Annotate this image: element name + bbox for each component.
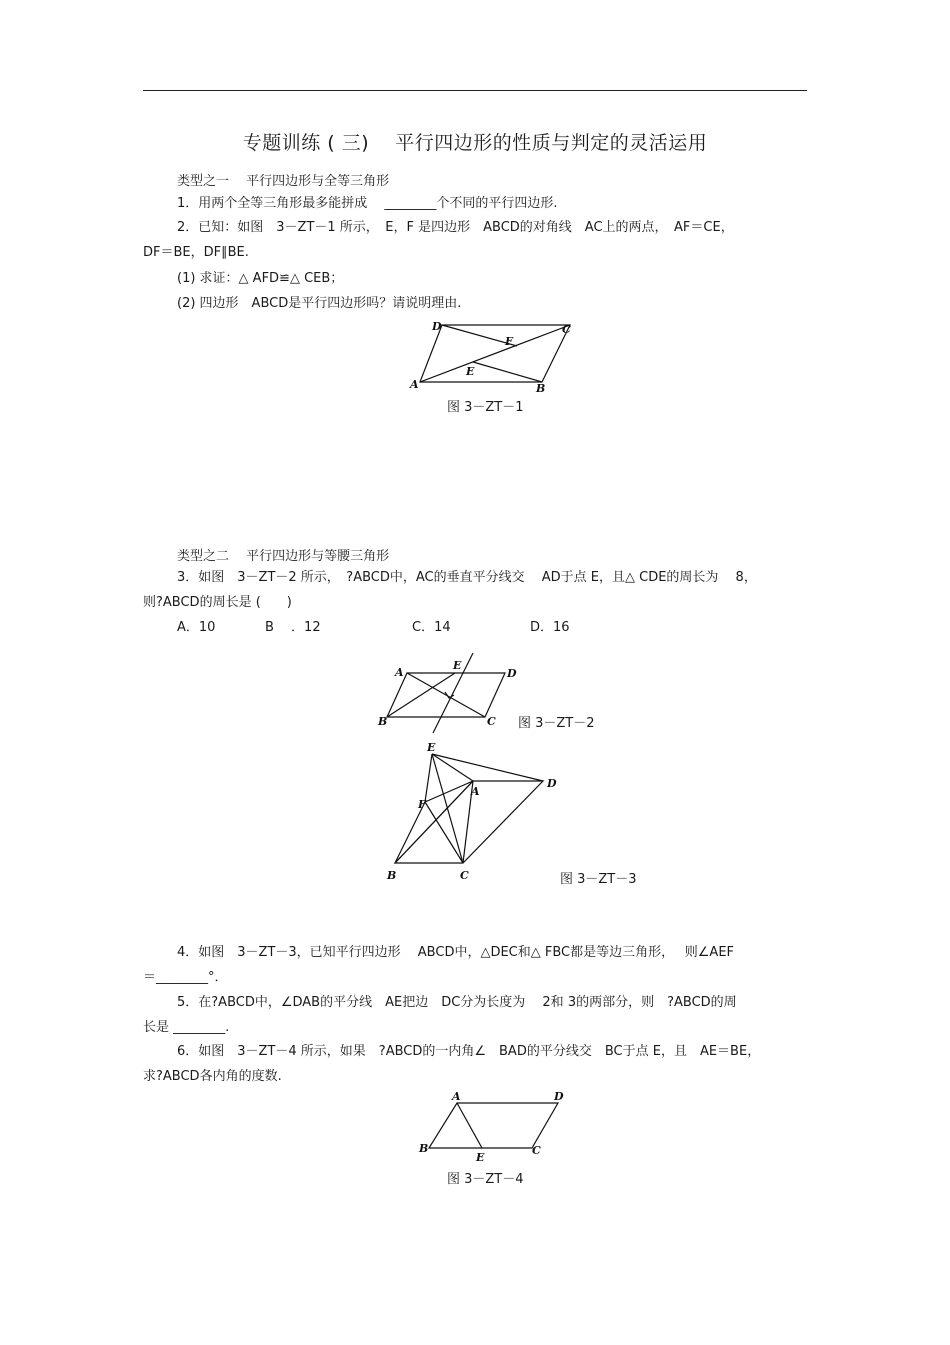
fig2-label-a: A [395, 666, 404, 679]
question-5-line-1: 5．在?ABCD中，∠DAB的平分线 AE把边 DC分为长度为 2和 3的两部分，则 ?ABCD的周 [177, 995, 737, 1010]
fig4-label-d: D [554, 1090, 564, 1103]
question-6-line-1: 6．如图 3－ZT－4 所示，如果 ?ABCD的一内角∠ BAD的平分线交 BC于点 E，且 AE＝BE， [177, 1044, 761, 1059]
question-3-option-a: A．10 [177, 620, 216, 635]
fig2-label-c: C [487, 715, 496, 728]
fig1-label-c: C [562, 323, 571, 336]
fig4-bisector-ae [457, 1103, 482, 1148]
question-3-line-1: 3．如图 3－ZT－2 所示， ?ABCD中，AC的垂直平分线交 AD于点 E，且△ CDE的周长为 8， [177, 570, 757, 585]
fig4-label-b: B [419, 1142, 429, 1155]
fig1-label-e: E [466, 365, 475, 378]
fig1-segment-be [473, 362, 542, 382]
question-6-line-2: 求?ABCD各内角的度数. [143, 1069, 282, 1084]
figure-1 [400, 315, 600, 395]
section-heading-2: 类型之二 平行四边形与等腰三角形 [177, 549, 390, 564]
fig4-parallelogram [429, 1103, 558, 1148]
question-5-line-2: 长是 ________. [143, 1020, 230, 1035]
figure-1-caption: 图 3－ZT－1 [447, 400, 524, 415]
question-4-line-2: ＝________°． [143, 970, 228, 985]
figure-4-caption: 图 3－ZT－4 [447, 1172, 524, 1187]
fig4-label-e: E [476, 1151, 485, 1164]
fig3-side-ba [395, 781, 473, 863]
fig1-label-a: A [410, 378, 419, 391]
figure-2-caption: 图 3－ZT－2 [518, 716, 595, 731]
question-3-option-d: D．16 [530, 620, 570, 635]
fig2-diagonal-ac [407, 673, 485, 717]
figure-4 [415, 1088, 575, 1168]
question-1: 1．用两个全等三角形最多能拼成 ________个不同的平行四边形. [177, 196, 558, 211]
fig2-label-d: D [507, 667, 517, 680]
question-2-part-2: (2) 四边形 ABCD是平行四边形吗？请说明理由. [177, 296, 462, 311]
figure-2 [375, 650, 525, 730]
question-4-line-1: 4．如图 3－ZT－3，已知平行四边形 ABCD中，△DEC和△ FBC都是等边三角形， 则∠AEF [177, 945, 735, 960]
fig3-side-fb [395, 802, 425, 863]
fig3-label-a: A [471, 785, 480, 798]
fig1-label-f: F [505, 335, 513, 348]
question-2-part-1: (1) 求证：△ AFD≌△ CEB； [177, 271, 344, 286]
header-rule [143, 90, 807, 91]
fig1-label-d: D [432, 320, 442, 333]
fig3-segment-fa [425, 781, 473, 802]
fig3-side-ed [432, 754, 543, 781]
fig3-label-d: D [547, 777, 557, 790]
figure-3 [380, 740, 570, 885]
figure-3-caption: 图 3－ZT－3 [560, 872, 637, 887]
question-3-option-c: C．14 [412, 620, 451, 635]
fig3-side-ec [432, 754, 463, 863]
fig4-label-c: C [532, 1144, 541, 1157]
fig2-label-b: B [378, 715, 388, 728]
section-heading-1: 类型之一 平行四边形与全等三角形 [177, 174, 390, 189]
fig2-label-e: E [453, 659, 462, 672]
fig3-label-f: F [418, 798, 426, 811]
question-3-option-b: B ．12 [265, 620, 321, 635]
question-3-line-2: 则?ABCD的周长是 ( ) [143, 595, 292, 610]
fig3-label-b: B [387, 869, 397, 882]
question-2-line-2: DF＝BE，DF∥BE. [143, 245, 249, 260]
fig1-diagonal-ac [420, 325, 570, 382]
fig1-label-b: B [536, 382, 546, 395]
fig3-label-c: C [460, 869, 469, 882]
question-2-line-1: 2．已知：如图 3－ZT－1 所示， E，F 是四边形 ABCD的对角线 AC上的两点， AF＝CE， [177, 220, 734, 235]
fig3-parallelogram [395, 781, 543, 863]
fig3-segment-ef [425, 754, 432, 802]
fig3-label-e: E [427, 741, 436, 754]
fig4-label-a: A [452, 1090, 461, 1103]
page-title: 专题训练 ( 三) 平行四边形的性质与判定的灵活运用 [242, 132, 708, 154]
